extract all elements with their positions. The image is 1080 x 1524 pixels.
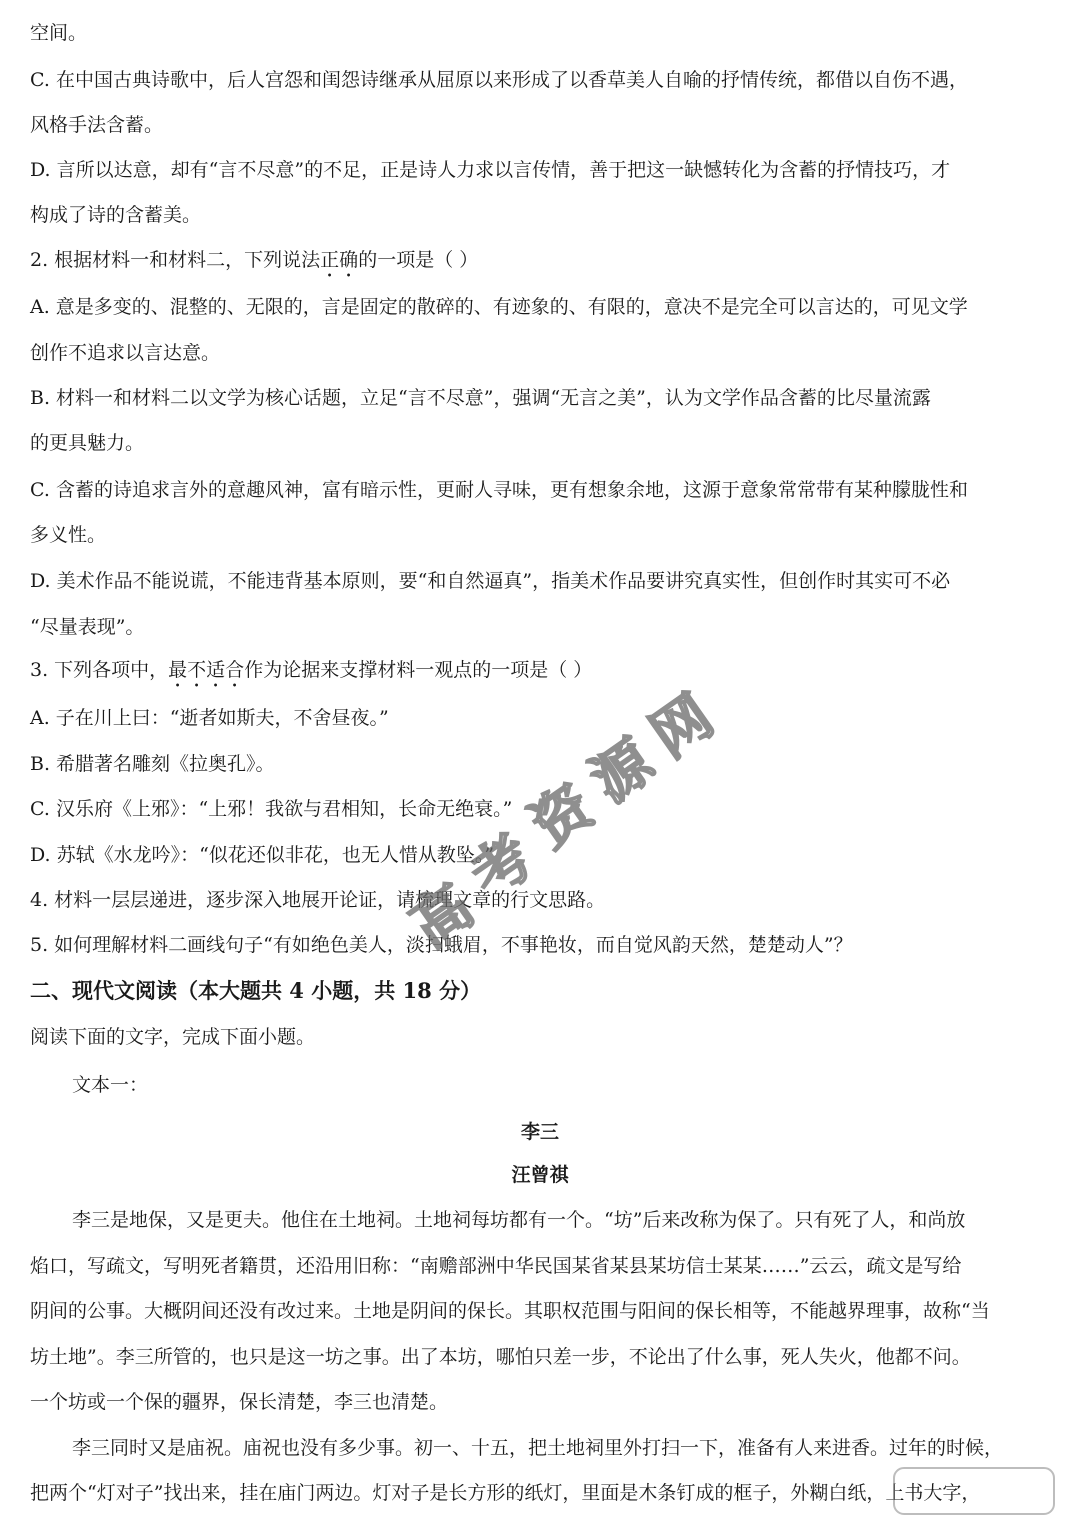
text-line: 的更具魅力。 <box>30 432 145 454</box>
watermark-char: 网 <box>638 681 726 771</box>
emphasis-text: 正确 <box>320 249 359 271</box>
emphasis-text: 最不适合 <box>168 659 245 681</box>
story-author: 汪曾祺 <box>511 1164 569 1186</box>
watermark-char: 高 <box>398 871 486 961</box>
text-line: 创作不追求以言达意。 <box>30 342 221 364</box>
text-line: D. 苏轼《水龙吟》：“似花还似非花，也无人惜从教坠。” <box>30 844 495 866</box>
watermark-char: 源 <box>578 726 666 816</box>
text-line: C. 含蓄的诗追求言外的意趣风神，富有暗示性，更耐人寻味，更有想象余地，这源于意象常常带有某种朦胧性和 <box>30 479 968 501</box>
question-2 <box>30 245 478 282</box>
paragraph-line: 坊土地”。李三所管的，也只是这一坊之事。出了本坊，哪怕只差一步，不论出了什么事，死人失火，他都不问。 <box>30 1346 971 1368</box>
section-heading: 二、现代文阅读（本大题共 4 小题，共 18 分） <box>30 978 482 1003</box>
text-line: A. 意是多变的、混整的、无限的，言是固定的散碎的、有迹象的、有限的，意决不是完全可以言达的，可见文学 <box>30 296 968 318</box>
question-text: 2. 根据材料一和材料二，下列说法 <box>30 249 321 271</box>
text-line: D. 美术作品不能说谎，不能违背基本原则，要“和自然逼真”，指美术作品要讲究真实性，但创作时其实可不必 <box>30 570 951 592</box>
question-text: 3. 下列各项中， <box>30 659 169 681</box>
paragraph-line: 把两个“灯对子”找出来，挂在庙门两边。灯对子是长方形的纸灯，里面是木条钉成的框子，外糊白纸，上书大字， <box>30 1482 981 1504</box>
text-line: C. 在中国古典诗歌中，后人宫怨和闺怨诗继承从屈原以来形成了以香草美人自喻的抒情传统，都借以自伤不遇， <box>30 69 968 91</box>
text-line: 构成了诗的含蓄美。 <box>30 204 202 226</box>
text-line: 空间。 <box>30 22 88 44</box>
paragraph-line: 阴间的公事。大概阴间还没有改过来。土地是阴间的保长。其职权范围与阳间的保长相等，不能越界理事，故称“当 <box>30 1300 990 1322</box>
text-line: C. 汉乐府《上邪》：“上邪！我欲与君相知，长命无绝衰。” <box>30 798 513 820</box>
text-line: 风格手法含蓄。 <box>30 114 164 136</box>
text-line: “尽量表现”。 <box>30 616 145 638</box>
text-line: B. 希腊著名雕刻《拉奥孔》。 <box>30 753 275 775</box>
text-line: 4. 材料一层层递进，逐步深入地展开论证，请梳理文章的行文思路。 <box>30 889 606 911</box>
text-line: 阅读下面的文字，完成下面小题。 <box>30 1026 316 1048</box>
text-line: 5. 如何理解材料二画线句子“有如绝色美人，淡扫蛾眉，不事艳妆，而自觉风韵天然，楚楚动人”？ <box>30 934 853 956</box>
question-3 <box>30 655 592 692</box>
paragraph-line: 一个坊或一个保的疆界，保长清楚，李三也清楚。 <box>30 1391 449 1413</box>
text-line: 文本一： <box>72 1074 149 1096</box>
text-line: A. 子在川上曰：“逝者如斯夫，不舍昼夜。” <box>30 707 389 729</box>
story-title: 李三 <box>520 1121 559 1143</box>
question-text: 的一项是（ ） <box>358 249 479 271</box>
question-text: 作为论据来支撑材料一观点的一项是（ ） <box>244 659 593 681</box>
text-line: B. 材料一和材料二以文学为核心话题，立足“言不尽意”，强调“无言之美”，认为文学作品含蓄的比尽量流露 <box>30 387 931 409</box>
text-line: 多义性。 <box>30 524 107 546</box>
paragraph-line: 焰口，写疏文，写明死者籍贯，还沿用旧称：“南赡部洲中华民国某省某县某坊信士某某……”云云，疏文是写给 <box>30 1255 962 1277</box>
watermark-char: 资 <box>518 771 606 861</box>
paragraph-line: 李三是地保，又是更夫。他住在土地祠。土地祠每坊都有一个。“坊”后来改称为保了。只有死了人，和尚放 <box>72 1209 966 1231</box>
watermark-char: 考 <box>458 821 546 911</box>
text-line: D. 言所以达意，却有“言不尽意”的不足，正是诗人力求以言传情，善于把这一缺憾转化为含蓄的抒情技巧，才 <box>30 159 951 181</box>
paragraph-line: 李三同时又是庙祝。庙祝也没有多少事。初一、十五，把土地祠里外打扫一下，准备有人来进香。过年的时候， <box>72 1437 1004 1459</box>
